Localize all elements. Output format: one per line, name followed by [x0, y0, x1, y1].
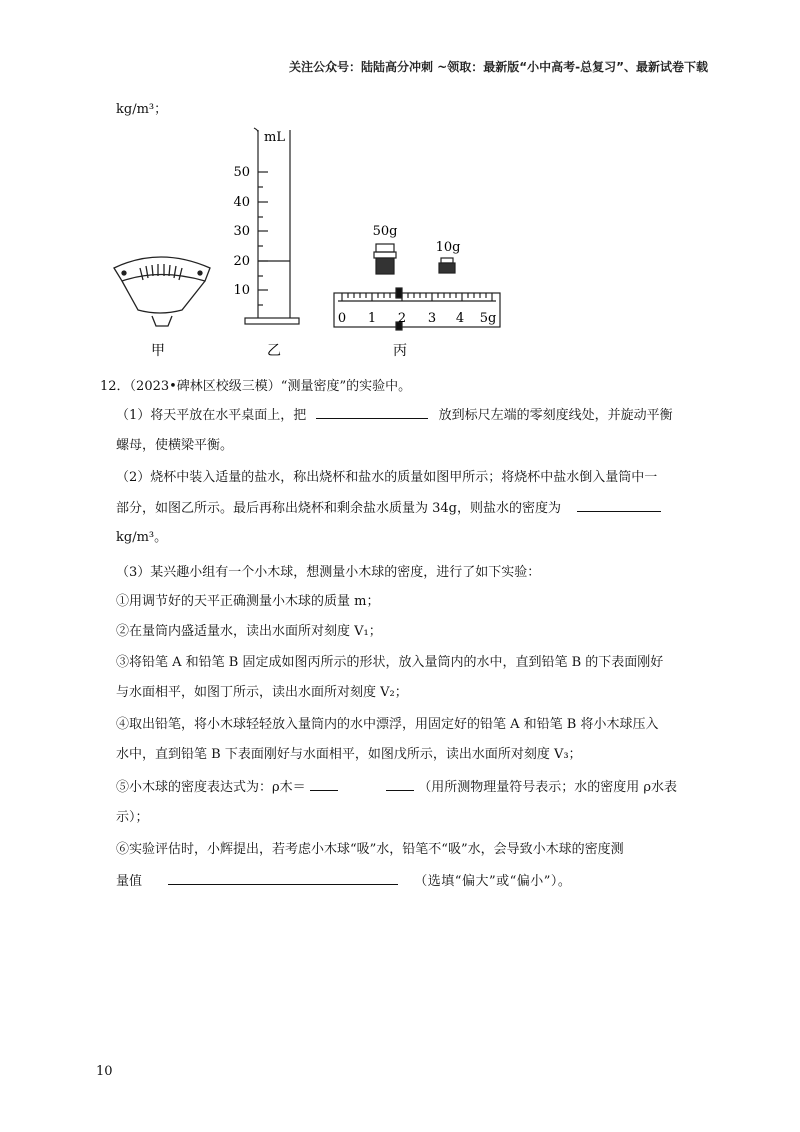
step-5-line: [116, 776, 677, 795]
cylinder-unit: mL: [264, 130, 285, 145]
ruler-label-1: 1: [367, 311, 377, 326]
top-unit: kg/m³；: [116, 102, 168, 117]
problem-title: 12．（2023•碑林区校级三模）“测量密度”的实验中。: [100, 379, 412, 394]
step-4-line-a: ④取出铅笔，将小木球轻轻放入量筒内的水中漂浮，用固定好的铅笔 A 和铅笔 B 将小木球压入: [116, 717, 659, 732]
graduated-cylinder-figure: [245, 128, 299, 324]
cylinder-tick-20: 20: [233, 254, 250, 269]
answer-blank-2[interactable]: [577, 499, 661, 512]
step-3-line-a: ③将铅笔 A 和铅笔 B 固定成如图丙所示的形状，放入量筒内的水中，直到铅笔 B 的下表面刚好: [116, 655, 664, 670]
figure-svg: [110, 118, 510, 363]
cylinder-tick-50: 50: [233, 165, 250, 180]
step-6-line-b: [116, 870, 571, 889]
question-2-line-b: [116, 497, 661, 516]
figure-label-yi: 乙: [267, 343, 281, 359]
question-3-intro: （3）某兴趣小组有一个小木球，想测量小木球的密度，进行了如下实验：: [116, 565, 541, 580]
weight-50g-label: 50g: [372, 224, 398, 239]
ruler-label-0: 0: [337, 311, 347, 326]
ruler-label-2: 2: [397, 311, 407, 326]
question-1-line: [116, 404, 673, 423]
step-6-text-b: 量值: [116, 874, 143, 889]
cylinder-tick-40: 40: [233, 195, 250, 210]
ruler-label-5g: 5g: [479, 311, 497, 326]
question-2-line-a: （2）烧杯中装入适量的盐水，称出烧杯和盐水的质量如图甲所示；将烧杯中盐水倒入量筒中一: [116, 470, 658, 485]
cylinder-tick-30: 30: [233, 224, 250, 239]
page-number: 10: [96, 1064, 113, 1079]
step-5-cont: 示）；: [116, 810, 149, 825]
ruler-label-4: 4: [455, 311, 465, 326]
weight-10g-label: 10g: [435, 240, 461, 255]
step-1: ①用调节好的天平正确测量小木球的质量 m；: [116, 594, 380, 609]
cylinder-tick-10: 10: [233, 283, 250, 298]
answer-blank-4[interactable]: [168, 872, 398, 885]
answer-blank-3b[interactable]: [386, 778, 414, 791]
step-2: ②在量筒内盛适量水，读出水面所对刻度 V₁；: [116, 624, 382, 639]
page-header: 关注公众号：陆陆高分冲刺 ~领取：最新版“小中高考-总复习”、最新试卷下载: [289, 60, 708, 74]
question-1-text-b: 放到标尺左端的零刻度线处，并旋动平衡: [438, 408, 673, 423]
answer-blank-3a[interactable]: [310, 778, 338, 791]
step-5-text-a: ⑤小木球的密度表达式为：ρ木＝: [116, 780, 306, 795]
rider-scale-figure: [334, 288, 500, 330]
step-6-line-a: ⑥实验评估时，小辉提出，若考虑小木球“吸”水，铅笔不“吸”水，会导致小木球的密度测: [116, 842, 624, 857]
answer-blank-1[interactable]: [316, 406, 428, 419]
step-4-line-b: 水中，直到铅笔 B 下表面刚好与水面相平，如图戊所示，读出水面所对刻度 V₃；: [116, 747, 582, 762]
question-1-text-a: （1）将天平放在水平桌面上，把: [116, 408, 307, 423]
step-3-line-b: 与水面相平，如图丁所示，读出水面所对刻度 V₂；: [116, 685, 408, 700]
experiment-figure: [110, 118, 510, 363]
question-1-cont: 螺母，使横梁平衡。: [116, 438, 234, 453]
step-5-text-b: （用所测物理量符号表示；水的密度用 ρ水表: [418, 780, 677, 795]
question-2-text-b: 部分，如图乙所示。最后再称出烧杯和剩余盐水质量为 34g，则盐水的密度为: [116, 501, 561, 516]
figure-label-bing: 丙: [393, 343, 407, 359]
balance-dial-figure: [114, 257, 210, 326]
ruler-label-3: 3: [427, 311, 437, 326]
step-6-text-c: （选填“偏大”或“偏小”）。: [414, 874, 572, 889]
figure-label-jia: 甲: [151, 343, 165, 359]
question-2-line-c: kg/m³。: [116, 530, 168, 545]
